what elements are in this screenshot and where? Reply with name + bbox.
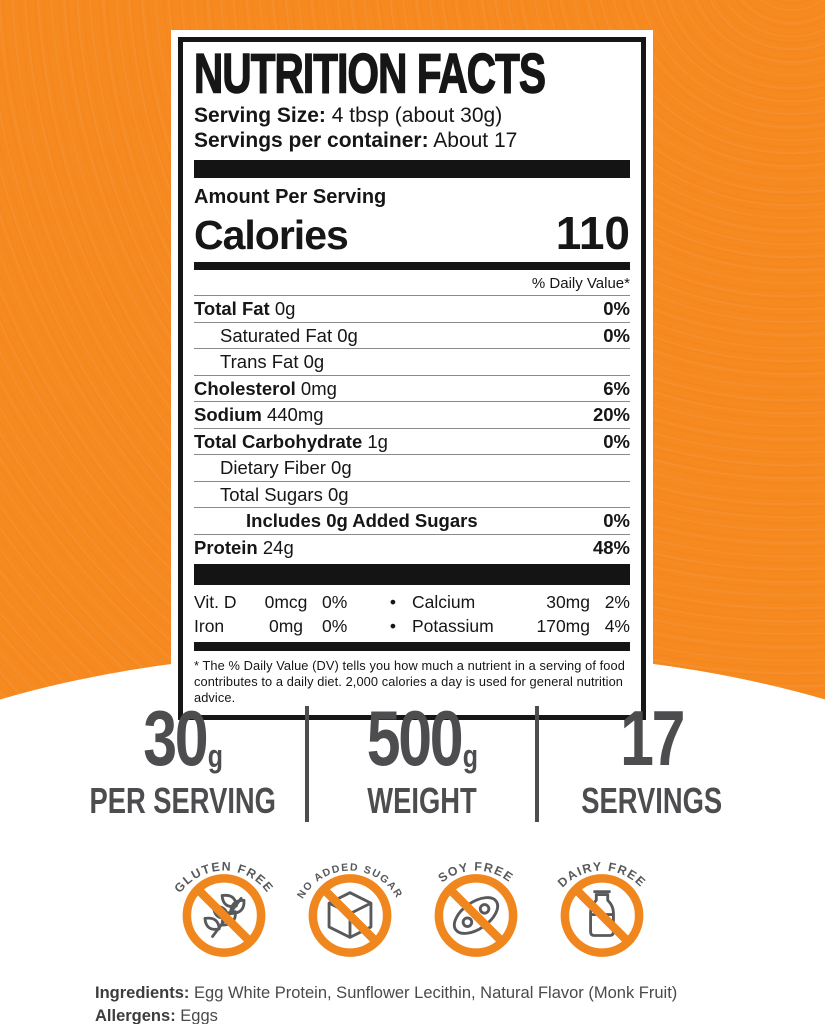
- stat-servings-value: 17: [619, 694, 683, 782]
- micro-vitd-amount: 0mcg: [264, 592, 308, 612]
- nutrient-row-protein: Protein 24g 48%: [194, 536, 630, 558]
- nutrient-row-cholesterol: Cholesterol 0mg 6%: [194, 376, 630, 403]
- nutrition-facts-border: [178, 37, 646, 720]
- bullet-separator: •: [389, 592, 397, 612]
- ingredients-value: Egg White Protein, Sunflower Lecithin, Natural Flavor (Monk Fruit): [194, 984, 678, 1002]
- nutrient-row-trans-fat: Trans Fat 0g: [194, 349, 630, 376]
- stats-strip: [60, 694, 765, 830]
- svg-text:NO ADDED SUGAR: NO ADDED SUGAR: [295, 862, 404, 901]
- calories-row: [194, 206, 630, 260]
- servings-per-container-value: About 17: [433, 129, 518, 152]
- stat-per-serving: [60, 694, 305, 830]
- servings-per-container-line: [194, 128, 630, 153]
- daily-value-footnote: * The % Daily Value (DV) tells you how much a nutrient in a serving of food contributes to a daily diet. 2,000 calories a day is used for general nutrition advice.: [194, 658, 625, 705]
- milk-bottle-icon: [543, 846, 661, 966]
- micro-potassium-dv: 4%: [604, 616, 630, 636]
- no-added-sugar-badge: [291, 846, 409, 966]
- daily-value-header: % Daily Value*: [194, 273, 630, 296]
- divider-bar-thick-top: [194, 160, 630, 178]
- stat-per-serving-unit: g: [207, 738, 223, 774]
- ingredients-line: [95, 982, 677, 1005]
- micro-potassium-amount: 170mg: [536, 616, 590, 636]
- nutrition-facts-panel: [171, 30, 653, 727]
- allergens-line: [95, 1005, 677, 1024]
- stat-weight-unit: g: [462, 738, 478, 774]
- svg-text:DAIRY FREE: DAIRY FREE: [554, 859, 649, 891]
- nutrient-row-dietary-fiber: Dietary Fiber 0g: [194, 455, 630, 482]
- micro-iron-dv: 0%: [322, 616, 348, 636]
- divider-bar-medium: [194, 262, 630, 270]
- stat-per-serving-label: PER SERVING: [89, 780, 276, 821]
- calories-value: 110: [555, 207, 630, 259]
- divider-bar-thick-bottom: [194, 564, 630, 585]
- micro-iron-amount: 0mg: [268, 616, 304, 636]
- nutrient-row-total-sugars: Total Sugars 0g: [194, 482, 630, 509]
- stat-servings: [539, 694, 765, 830]
- nutrient-row-total-fat: Total Fat 0g 0%: [194, 296, 630, 323]
- nutrient-row-sodium: Sodium 440mg 20%: [194, 402, 630, 429]
- ingredients-block: [95, 982, 677, 1024]
- micro-calcium-dv: 2%: [604, 592, 630, 612]
- amount-per-serving: Amount Per Serving: [194, 186, 387, 208]
- micro-potassium-name: Potassium: [412, 616, 494, 636]
- stat-per-serving-value: 30: [142, 694, 206, 782]
- micronutrients-table: [194, 590, 630, 638]
- servings-per-container-label: Servings per container:: [194, 129, 429, 152]
- micro-iron-name: Iron: [194, 616, 225, 636]
- micro-calcium-name: Calcium: [412, 592, 476, 612]
- micro-calcium-amount: 30mg: [546, 592, 590, 612]
- allergens-value: Eggs: [180, 1007, 218, 1024]
- stat-weight-label: WEIGHT: [367, 780, 478, 821]
- nutrient-row-total-carbohydrate: Total Carbohydrate 1g 0%: [194, 429, 630, 456]
- wheat-icon: [165, 846, 283, 966]
- allergens-label: Allergens:: [95, 1007, 176, 1024]
- gluten-free-badge: [165, 846, 283, 966]
- nutrient-row-saturated-fat: Saturated Fat 0g 0%: [194, 323, 630, 350]
- ingredients-label: Ingredients:: [95, 984, 190, 1002]
- divider-bar-thin: [194, 642, 630, 651]
- stat-weight: [309, 694, 535, 830]
- serving-size-line: [194, 103, 630, 128]
- bullet-separator: •: [389, 616, 397, 636]
- micro-vitd-dv: 0%: [322, 592, 348, 612]
- stat-weight-value: 500: [366, 694, 462, 782]
- stat-servings-label: SERVINGS: [581, 780, 723, 821]
- micro-vitd-name: Vit. D: [194, 592, 237, 612]
- soy-free-badge: [417, 846, 535, 966]
- svg-text:SOY FREE: SOY FREE: [435, 859, 516, 886]
- soy-pod-icon: [417, 846, 535, 966]
- free-from-badges: [165, 846, 661, 966]
- serving-size-label: Serving Size:: [194, 104, 326, 127]
- dairy-free-badge: [543, 846, 661, 966]
- svg-text:GLUTEN FREE: GLUTEN FREE: [171, 859, 277, 896]
- nutrition-facts-title: NUTRITION FACTS: [194, 42, 546, 105]
- serving-size-value: 4 tbsp (about 30g): [331, 104, 503, 127]
- nutrient-row-added-sugars: Includes 0g Added Sugars 0%: [194, 508, 630, 535]
- sugar-cube-icon: [291, 846, 409, 966]
- calories-label: Calories: [194, 212, 348, 258]
